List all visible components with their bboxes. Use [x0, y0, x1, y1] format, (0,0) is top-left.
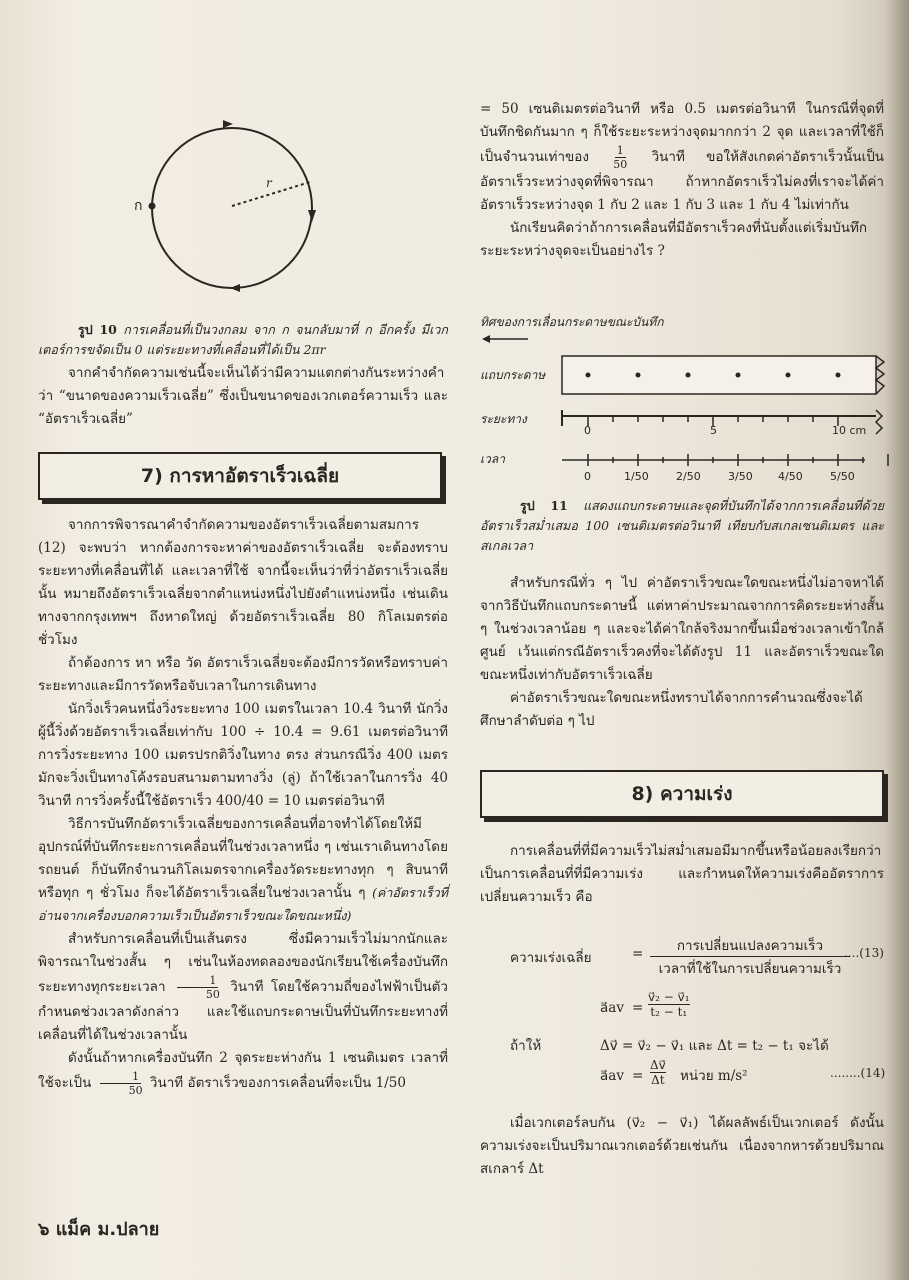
- left-paragraph-4: นักวิ่งเร็วคนหนึ่งวิ่งระยะทาง 100 เมตรในเวลา 10.4 วินาที นักวิ่งผู้นี้วิ่งด้วยอัตราเร็วเฉลี่ยเท่ากับ 100 ÷ 10.4 = 9.61 เมตรต่อวินาที การวิ่งระยะทาง 100 เมตรปรกติวิ่งในทาง ตรง ส่วนกรณีวิ่ง 400 เมตร มักจะวิ่งเป็นทางโค้งรอบสนามตามทางวิ่ง (ลู่) ถ้าใช้เวลาในการวิ่ง 40 วินาที การวิ่งครั้งนี้ใช้อัตราเร็ว 400/40 = 10 เมตรต่อวินาที: [38, 701, 448, 809]
- right-column-mid: [480, 572, 884, 733]
- left-paragraph-6a: สำหรับการเคลื่อนที่เป็นเส้นตรง ซึ่งมีความเร็วไม่มากนักและพิจารณาในช่วงสั้น ๆ เช่นในห้องทดลองของนักเรียนใช้เครื่องบันทึกระยะทางทุกระยะเวลา: [38, 931, 448, 995]
- circle-path: [152, 128, 312, 288]
- section-8-heading: [480, 770, 884, 818]
- left-paragraph-3: ถ้าต้องการ หา หรือ วัด อัตราเร็วเฉลี่ยจะต้องมีการวัดหรือทราบค่าระยะทางและมีการวัดหรือจับเวลาในการเดินทาง: [38, 655, 448, 694]
- figure-11-tape-label: แถบกระดาษ: [480, 368, 546, 382]
- figure-11-distance-label: ระยะทาง: [480, 412, 527, 426]
- eq13-fraction: [650, 934, 850, 979]
- left-column-top: [38, 362, 448, 431]
- tape-dot: [836, 373, 841, 378]
- left-paragraph-5: [38, 813, 448, 928]
- ruler-label-5: 5: [710, 424, 717, 437]
- right-paragraph-5: การเคลื่อนที่ที่มีความเร็วไม่สม่ำเสมอมีมากขึ้นหรือน้อยลงเรียกว่าเป็นการเคลื่อนที่ที่มีความเร่ง และกำหนดให้ความเร่งคืออัตราการเปลี่ยนความเร็ว คือ: [480, 843, 884, 905]
- time-label-3: 3/50: [728, 470, 753, 483]
- right-paragraph-4: ค่าอัตราเร็วขณะใดขณะหนึ่งทราบได้จากการคำนวณซึ่งจะได้ศึกษาลำดับต่อ ๆ ไป: [480, 690, 863, 729]
- figure-11-caption: [480, 496, 884, 556]
- left-paragraph-5-text: วิธีการบันทึกอัตราเร็วเฉลี่ยของการเคลื่อนที่อาจทำได้โดยให้มีอุปกรณ์ที่บันทึกระยะการเคลื่อนที่ในช่วงเวลาหนึ่ง ๆ เช่นเราเดินทางโดยรถยนต์ ก็บันทึกจำนวนกิโลเมตรจากเครื่องวัดระยะทางทุก ๆ สิบนาทีหรือทุก ๆ ชั่วโมง ก็จะได้อัตราเร็วเฉลี่ยในช่วงเวลานั้น ๆ: [38, 816, 448, 901]
- tape-dot: [586, 373, 591, 378]
- fraction-den: 50: [613, 158, 628, 171]
- eq13-numerator: การเปลี่ยนแปลงความเร็ว: [650, 934, 850, 957]
- arrow-bottom: [230, 284, 240, 292]
- figure-10-circle: [120, 110, 340, 310]
- ruler-label-10: 10 cm: [832, 424, 867, 437]
- page-edge-shadow: [885, 0, 909, 1280]
- arrow-top: [223, 120, 233, 128]
- eq13-denominator: เวลาที่ใช้ในการเปลี่ยนความเร็ว: [658, 961, 842, 977]
- right-paragraph-6: เมื่อเวกเตอร์ลบกัน (v⃗₂ − v⃗₁) ได้ผลลัพธ์เป็นเวกเตอร์ ดังนั้นความเร่งจะเป็นปริมาณเวกเตอร์ด้วยเช่นกัน เนื่องจากหารด้วยปริมาณสเกลาร์ Δt: [480, 1115, 884, 1177]
- figure-10-caption-num: รูป 10: [78, 322, 117, 337]
- left-paragraph-6: [38, 928, 448, 1047]
- figure-11-caption-num: รูป 11: [520, 498, 568, 513]
- left-paragraph-2: จากการพิจารณาคำจำกัดความของอัตราเร็วเฉลี่ยตามสมการ (12) จะพบว่า หากต้องการจะหาค่าของอัตราเร็วเฉลี่ย จะต้องทราบระยะทางที่เคลื่อนที่ได้ และเวลาที่ใช้ จากนี้จะเห็นว่าที่ว่าอัตราเร็วเฉลี่ยนั้น หมายถึงอัตราเร็วเฉลี่ยจากตำแหน่งหนึ่งไปยังตำแหน่งหนึ่ง เช่นเดินทางจากกรุงเทพฯ ถึงหาดใหญ่ ด้วยอัตราเร็วเฉลี่ย 80 กิโลเมตรต่อชั่วโมง: [38, 517, 448, 648]
- figure-10-radius-label: r: [266, 176, 272, 190]
- eq-a-av: a⃗av: [600, 1000, 624, 1016]
- left-paragraph-7a: ดังนั้นถ้าหากเครื่องบันทึก 2 จุดระยะห่างกัน 1 เซนติเมตร เวลาที่ใช้จะเป็น: [38, 1050, 448, 1091]
- eq-equals-1: =: [632, 1000, 644, 1016]
- figure-10-caption: [38, 320, 448, 360]
- tape-dot: [786, 373, 791, 378]
- left-paragraph-1: จากคำจำกัดความเช่นนี้จะเห็นได้ว่ามีความแตกต่างกันระหว่างคำว่า “ขนาดของความเร็วเฉลี่ย” ซึ่งเป็นขนาดของเวกเตอร์ความเร็ว และ “อัตราเร็วเฉลี่ย”: [38, 365, 448, 427]
- right-paragraph-1a: = 50 เซนติเมตรต่อวินาที หรือ 0.5 เมตรต่อวินาที ในกรณีที่จุดที่บันทึกชิดกันมาก ๆ ก็ใช้ระยะระหว่างจุดมากกว่า 2 จุด และเวลาที่ใช้ก็เป็นจำนวนเท่าของ: [480, 101, 884, 165]
- fraction-num: 1: [177, 974, 218, 988]
- eq-v-numerator: v⃗₂ − v⃗₁: [648, 990, 690, 1004]
- fraction-num: 1: [616, 144, 624, 157]
- section-8-title: 8) ความเร่ง: [631, 783, 733, 805]
- right-column-body: [480, 840, 884, 909]
- fraction-1-50: [176, 974, 220, 1001]
- left-paragraph-7: [38, 1047, 448, 1097]
- direction-arrowhead: [482, 335, 490, 343]
- ruler-torn-edge: [876, 410, 882, 434]
- time-label-5: 5/50: [830, 470, 855, 483]
- arrow-right: [308, 210, 316, 222]
- eq-delta-line: Δv⃗ = v⃗₂ − v⃗₁ และ Δt = t₂ − t₁ จะได้: [600, 1038, 829, 1054]
- figure-11-direction-label: ทิศของการเลื่อนกระดาษขณะบันทึก: [480, 315, 664, 329]
- eq14-numerator: Δv⃗: [650, 1058, 666, 1072]
- left-paragraph-6b: วินาที โดยใช้ความถี่ของไฟฟ้าเป็นตัวกำหนดช่วงเวลาดังกล่าว และใช้แถบกระดาษเป็นที่บันทึกระยะทางที่เคลื่อนที่ได้ในช่วงเวลานั้น: [38, 979, 449, 1043]
- time-label-0: 0: [584, 470, 591, 483]
- fraction-num: 1: [100, 1070, 141, 1084]
- right-paragraph-3: สำหรับกรณีทั่ว ๆ ไป ค่าอัตราเร็วขณะใดขณะหนึ่งไม่อาจหาได้จากวิธีบันทึกแถบกระดาษนี้ แต่หาค่าประมาณจากการคิดระยะห่างสั้น ๆ ในช่วงเวลาน้อย ๆ และจะได้ค่าใกล้จริงมากขึ้นเมื่อช่วงเวลาเข้าใกล้ศูนย์ เว้นแต่กรณีอัตราเร็วคงที่จะได้ดังรูป 11 และอัตราเร็วขณะใดขณะหนึ่งเท่ากับอัตราเร็วเฉลี่ย: [480, 575, 884, 683]
- eq14-a-av: a⃗av: [600, 1068, 624, 1084]
- eq13-equals: =: [632, 946, 644, 962]
- fraction-den: 50: [205, 988, 220, 1001]
- right-column-top: [480, 98, 884, 263]
- tape-dot: [636, 373, 641, 378]
- eq13-number: ....(13): [844, 946, 884, 960]
- fraction-1-50-c: [613, 144, 627, 171]
- fraction-1-over-50: 1/50: [375, 1075, 406, 1091]
- time-label-4: 4/50: [778, 470, 803, 483]
- ruler-label-0: 0: [584, 424, 591, 437]
- ruler-ticks: [562, 410, 838, 426]
- right-paragraph-1: [480, 98, 884, 217]
- tape-dot: [686, 373, 691, 378]
- left-column-body: [38, 514, 448, 1097]
- eq-if-label: ถ้าให้: [510, 1038, 542, 1054]
- eq-fraction-v-t: [648, 990, 690, 1019]
- fraction-den: 50: [128, 1084, 143, 1097]
- tape-dot: [736, 373, 741, 378]
- point-ko: [149, 203, 156, 210]
- figure-11-tape-diagram: [480, 330, 890, 490]
- eq13-lhs: ความเร่งเฉลี่ย: [510, 950, 592, 966]
- page-footer: ๖ แม็ค ม.ปลาย: [38, 1219, 160, 1240]
- figure-11-time-label: เวลา: [480, 452, 505, 466]
- section-7-heading: [38, 452, 442, 500]
- eq14-unit: หน่วย m/s²: [680, 1068, 748, 1084]
- section-7-title: 7) การหาอัตราเร็วเฉลี่ย: [140, 465, 340, 487]
- left-paragraph-5-note: (ค่าอัตราเร็วที่อ่านจากเครื่องบอกความเร็วเป็นอัตราเร็วขณะใดขณะหนึ่ง): [38, 885, 448, 923]
- right-paragraph-2: นักเรียนคิดว่าถ้าการเคลื่อนที่มีอัตราเร็วคงที่นับตั้งแต่เริ่มบันทึกระยะระหว่างจุดจะเป็นอย่างไร ?: [480, 220, 868, 259]
- eq14-fraction: [650, 1058, 666, 1087]
- right-column-bottom: [480, 1112, 884, 1181]
- figure-10-caption-text: การเคลื่อนที่เป็นวงกลม จาก ก จนกลับมาที่ ก อีกครั้ง มีเวกเตอร์การขจัดเป็น 0 แต่ระยะทางที่เคลื่อนที่ได้เป็น 2πr: [38, 322, 448, 357]
- figure-10-point-label: ก: [134, 198, 143, 214]
- figure-11-caption-text: แสดงแถบกระดาษและจุดที่บันทึกได้จากการเคลื่อนที่ด้วยอัตราเร็วสม่ำเสมอ 100 เซนติเมตรต่อวินาที เทียบกับสเกลเซนติเมตร และสเกลเวลา: [480, 498, 884, 553]
- right-paragraph-1b: วินาที ขอให้สังเกตค่าอัตราเร็วนั้นเป็นอัตราเร็วระหว่างจุดที่พิจารณา ถ้าหากอัตราเร็วไม่คงที่เราจะได้ค่าอัตราเร็วระหว่างจุด 1 กับ 2 และ 1 กับ 3 และ 1 กับ 4 ไม่เท่ากัน: [480, 149, 884, 213]
- eq-t-denominator: t₂ − t₁: [650, 1005, 688, 1019]
- paper-tape: [562, 356, 876, 394]
- eq14-denominator: Δt: [651, 1073, 665, 1087]
- tape-torn-edge: [876, 356, 884, 394]
- eq14-number: ........(14): [830, 1066, 886, 1080]
- fraction-1-50-b: [99, 1070, 143, 1097]
- time-label-2: 2/50: [676, 470, 701, 483]
- eq14-equals: =: [632, 1068, 644, 1084]
- left-paragraph-7b: วินาที อัตราเร็วของการเคลื่อนที่จะเป็น: [149, 1075, 372, 1091]
- time-label-1: 1/50: [624, 470, 649, 483]
